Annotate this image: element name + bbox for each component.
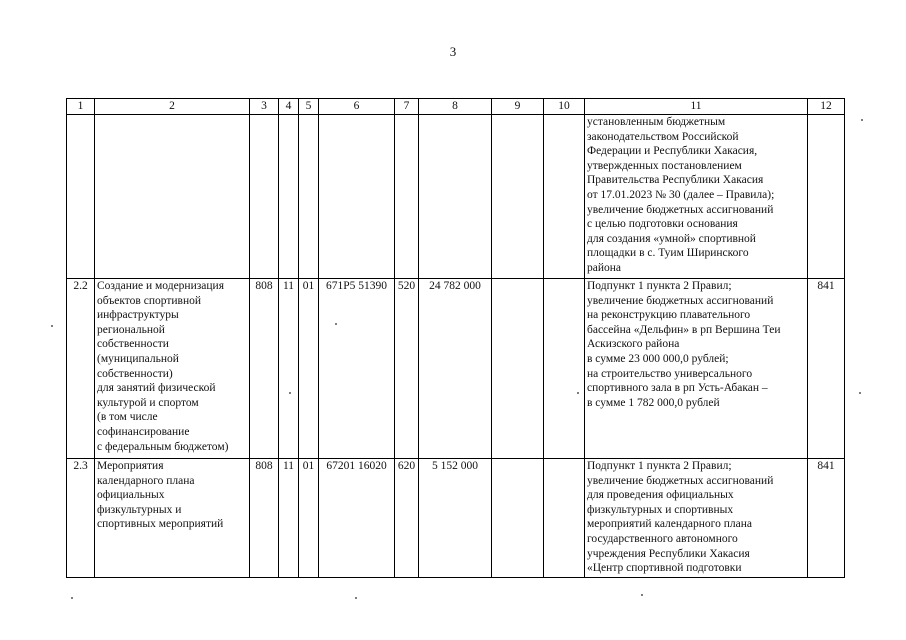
table-row bbox=[67, 279, 845, 459]
code-cell: 841 bbox=[808, 459, 845, 578]
header-cell: 7 bbox=[395, 99, 419, 115]
code-cell: 841 bbox=[808, 279, 845, 459]
subsection-code-cell: 01 bbox=[299, 279, 319, 459]
column-9-cell bbox=[492, 279, 544, 459]
scan-speck bbox=[577, 392, 579, 394]
ministry-code-cell: 808 bbox=[250, 459, 279, 578]
activity-name-cell bbox=[95, 115, 250, 279]
subsection-code-cell bbox=[299, 115, 319, 279]
expense-type-cell bbox=[395, 115, 419, 279]
row-number-cell: 2.2 bbox=[67, 279, 95, 459]
activity-name-cell: Создание и модернизация объектов спортивной инфраструктуры региональной собственности (муниципальной собственности) для занятий физической культурой и спортом (в том числе софинансирование с федеральным бюджетом) bbox=[95, 279, 250, 459]
activity-name-cell: Мероприятия календарного плана официальных физкультурных и спортивных мероприятий bbox=[95, 459, 250, 578]
row-number-cell: 2.3 bbox=[67, 459, 95, 578]
target-article-cell: 671P5 51390 bbox=[319, 279, 395, 459]
header-cell: 10 bbox=[544, 99, 585, 115]
scan-speck bbox=[51, 325, 53, 327]
header-cell: 3 bbox=[250, 99, 279, 115]
expense-type-cell: 620 bbox=[395, 459, 419, 578]
target-article-cell bbox=[319, 115, 395, 279]
amount-cell: 5 152 000 bbox=[419, 459, 492, 578]
scan-speck bbox=[289, 392, 291, 394]
subsection-code-cell: 01 bbox=[299, 459, 319, 578]
header-cell: 8 bbox=[419, 99, 492, 115]
target-article-cell: 67201 16020 bbox=[319, 459, 395, 578]
header-cell: 6 bbox=[319, 99, 395, 115]
scan-speck bbox=[71, 597, 73, 599]
column-10-cell bbox=[544, 115, 585, 279]
scan-speck bbox=[641, 594, 643, 596]
justification-cell: Подпункт 1 пункта 2 Правил; увеличение бюджетных ассигнований на реконструкцию плавательного бассейна «Дельфин» в рп Вершина Теи Аскизского района в сумме 23 000 000,0 рублей; на строительство универсального спортивного зала в рп Усть-Абакан – в сумме 1 782 000,0 рублей bbox=[585, 279, 808, 459]
header-cell: 1 bbox=[67, 99, 95, 115]
scan-speck bbox=[355, 597, 357, 599]
table-row bbox=[67, 115, 845, 279]
table-row bbox=[67, 459, 845, 578]
header-cell: 9 bbox=[492, 99, 544, 115]
header-cell: 12 bbox=[808, 99, 845, 115]
justification-cell: установленным бюджетным законодательством Российской Федерации и Республики Хакасия, утвержденных постановлением Правительства Республики Хакасия от 17.01.2023 № 30 (далее – Правила); увеличение бюджетных ассигнований с целью подготовки основания для создания «умной» спортивной площадки в с. Туим Ширинского района bbox=[585, 115, 808, 279]
column-10-cell bbox=[544, 279, 585, 459]
header-cell: 4 bbox=[279, 99, 299, 115]
ministry-code-cell: 808 bbox=[250, 279, 279, 459]
code-cell bbox=[808, 115, 845, 279]
scan-speck bbox=[861, 119, 863, 121]
section-code-cell bbox=[279, 115, 299, 279]
header-cell: 5 bbox=[299, 99, 319, 115]
column-9-cell bbox=[492, 115, 544, 279]
header-row bbox=[67, 99, 845, 115]
expense-type-cell: 520 bbox=[395, 279, 419, 459]
page-number: 3 bbox=[449, 44, 457, 59]
header-cell: 2 bbox=[95, 99, 250, 115]
header-cell: 11 bbox=[585, 99, 808, 115]
section-code-cell: 11 bbox=[279, 459, 299, 578]
section-code-cell: 11 bbox=[279, 279, 299, 459]
scan-speck bbox=[335, 323, 337, 325]
budget-allocation-table bbox=[66, 98, 845, 578]
column-10-cell bbox=[544, 459, 585, 578]
ministry-code-cell bbox=[250, 115, 279, 279]
scan-speck bbox=[859, 392, 861, 394]
column-9-cell bbox=[492, 459, 544, 578]
row-number-cell bbox=[67, 115, 95, 279]
amount-cell: 24 782 000 bbox=[419, 279, 492, 459]
justification-cell: Подпункт 1 пункта 2 Правил; увеличение бюджетных ассигнований для проведения официальных физкультурных и спортивных мероприятий календарного плана государственного автономного учреждения Республики Хакасия «Центр спортивной подготовки bbox=[585, 459, 808, 578]
amount-cell bbox=[419, 115, 492, 279]
